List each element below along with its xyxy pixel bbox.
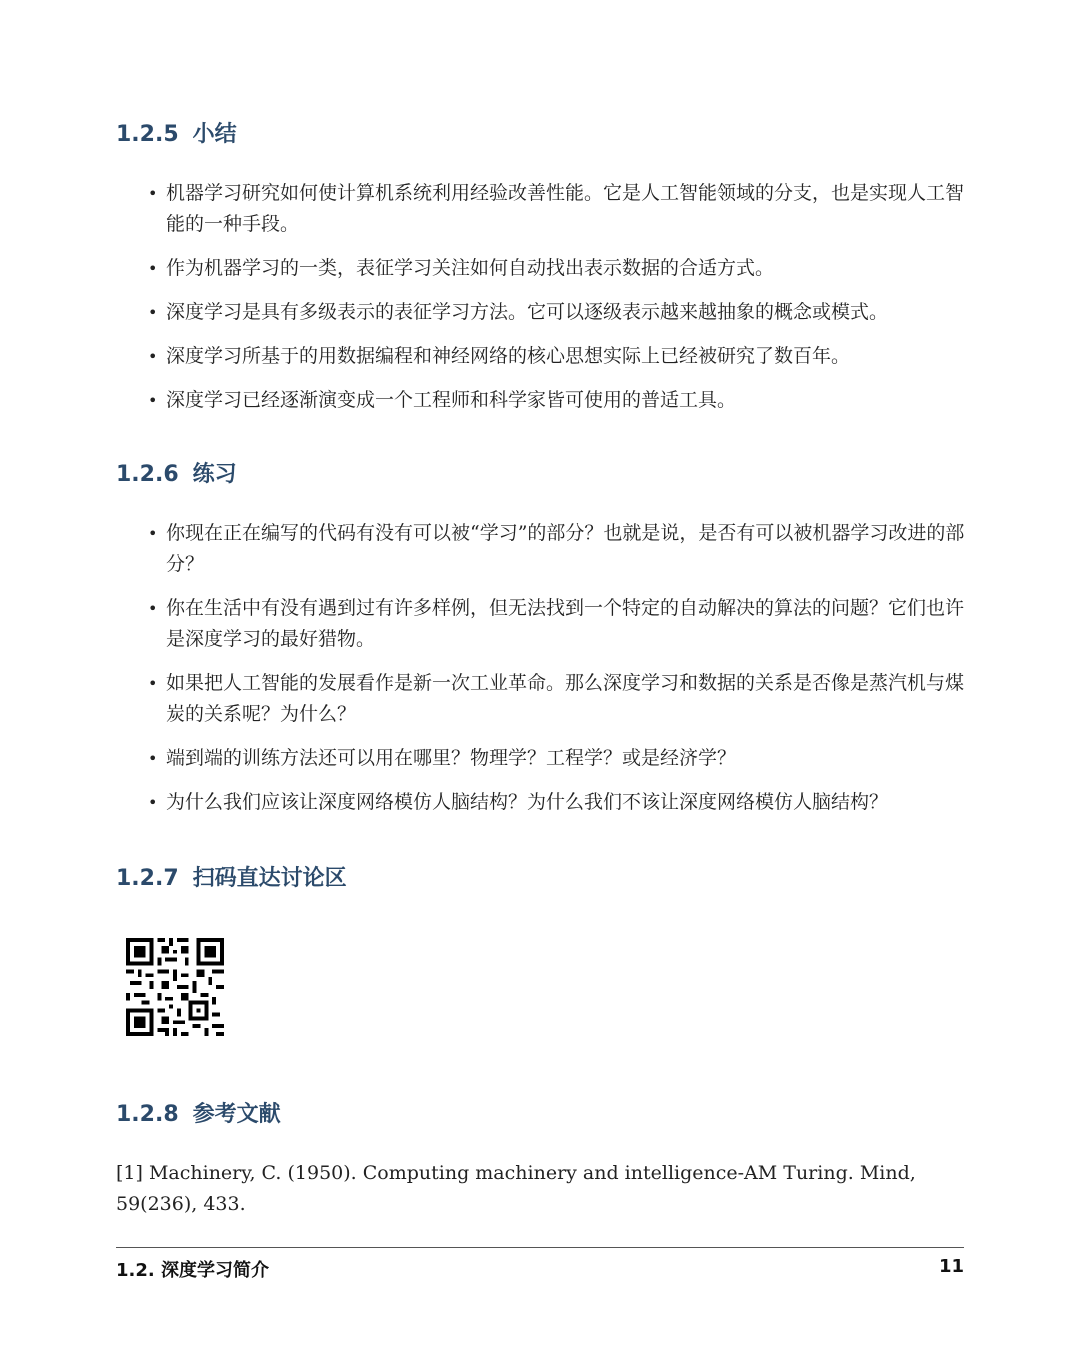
- section-heading-summary: [116, 124, 237, 146]
- section-number: 1.2.5: [116, 122, 179, 147]
- section-heading-discussion: [116, 868, 347, 890]
- footer-divider: [116, 1247, 964, 1248]
- section-title: 参考文献: [192, 1102, 281, 1127]
- list-item: • 作为机器学习的一类，表征学习关注如何自动找出表示数据的合适方式。: [148, 253, 968, 284]
- list-item: • 机器学习研究如何使计算机系统利用经验改善性能。它是人工智能领域的分支，也是实现人工智能的一种手段。: [148, 178, 968, 240]
- list-item: • 你现在正在编写的代码有没有可以被“学习”的部分？也就是说，是否有可以被机器学习改进的部分？: [148, 518, 968, 580]
- list-item: • 为什么我们应该让深度网络模仿人脑结构？为什么我们不该让深度网络模仿人脑结构？: [148, 787, 968, 818]
- section-heading-exercises: [116, 464, 237, 486]
- reference-entry: [1] Machinery, C. (1950). Computing machinery and intelligence-AM Turing. Mind, 59(236), 433.: [116, 1162, 916, 1215]
- list-item: • 深度学习已经逐渐演变成一个工程师和科学家皆可使用的普适工具。: [148, 385, 968, 416]
- list-item: • 深度学习是具有多级表示的表征学习方法。它可以逐级表示越来越抽象的概念或模式。: [148, 297, 968, 328]
- exercises-list: [148, 518, 968, 831]
- list-item: • 如果把人工智能的发展看作是新一次工业革命。那么深度学习和数据的关系是否像是蒸汽机与煤炭的关系呢？为什么？: [148, 668, 968, 730]
- list-item: • 深度学习所基于的用数据编程和神经网络的核心思想实际上已经被研究了数百年。: [148, 341, 968, 372]
- qr-code[interactable]: [126, 938, 224, 1036]
- section-number: 1.2.7: [116, 866, 179, 891]
- summary-list: [148, 178, 968, 429]
- footer-section-title: 1.2. 深度学习简介: [116, 1260, 269, 1281]
- page-number: 11: [938, 1256, 964, 1277]
- section-number: 1.2.8: [116, 1102, 179, 1127]
- section-title: 扫码直达讨论区: [192, 866, 347, 891]
- section-title: 小结: [192, 122, 237, 147]
- section-heading-references: [116, 1104, 281, 1126]
- section-number: 1.2.6: [116, 462, 179, 487]
- list-item: • 端到端的训练方法还可以用在哪里？物理学？工程学？或是经济学？: [148, 743, 968, 774]
- section-title: 练习: [192, 462, 237, 487]
- list-item: • 你在生活中有没有遇到过有许多样例，但无法找到一个特定的自动解决的算法的问题？它们也许是深度学习的最好猎物。: [148, 593, 968, 655]
